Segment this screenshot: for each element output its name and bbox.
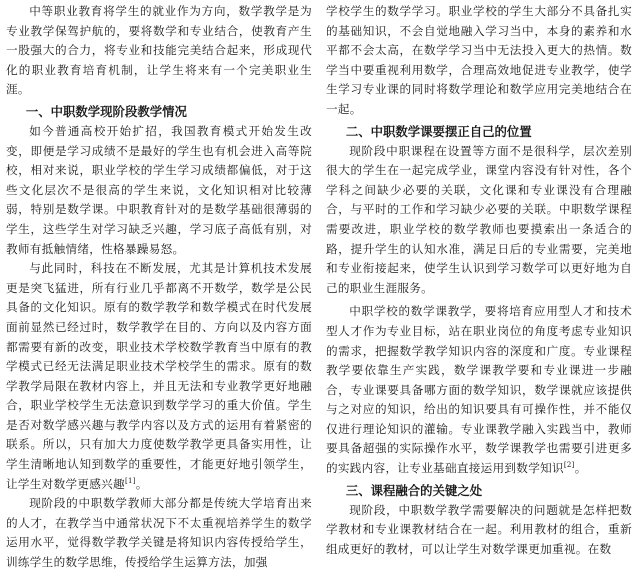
paragraph-end: 。 — [135, 476, 148, 491]
citation-ref-1: [1] — [124, 476, 136, 485]
section-heading-2: 二、中职数学课要摆正自己的位置 — [345, 123, 532, 139]
paragraph-teachers: 现阶段的中职数学教师大部分都是传统大学培育出来的人才，在教学当中通常状况下不太重视培养学生的数学运用水平，觉得数学教学关键是将知识内容传授给学生，训练学生的数学思维，传授给学生运算方法，加强 — [6, 496, 312, 570]
citation-ref-2: [2] — [563, 461, 575, 470]
paragraph-current-situation: 如今普通高校开始扩招，我国教育模式开始发生改变，即便是学习成绩不是最好的学生也有机会进入高等院校，相对来说，职业学校的学生学习成绩都偏低，对于这些文化层次不是很高的学生来说，文化知识相对比较薄弱，特别是数学课。中职教育针对的是数学基础很薄弱的学生，这些学生对学习缺乏兴趣，学习底子高低有别，对教师有抵触情绪，性格暴躁易怒。 — [6, 123, 312, 256]
left-column — [6, 2, 312, 570]
section-heading-3: 三、课程融合的关键之处 — [345, 482, 483, 498]
paragraph-technology — [6, 259, 312, 494]
paragraph-teaching-goals — [326, 302, 632, 478]
section-heading-1: 一、中职数学现阶段教学情况 — [25, 103, 187, 119]
paragraph-integration: 现阶段，中职数学教学需要解决的问题就是怎样把数学教材和专业课教材结合在一起。利用教材的组合，重新组成更好的教材，可以让学生对数学课更加重视。在数 — [326, 502, 632, 556]
paragraph-text: 中职学校的数学课教学，要将培育应用型人才和技术型人才作为专业目标，站在职业岗位的角度考虑专业知识的需求，把握数学教学知识内容的深度和广度。专业课程教学要依靠生产实践，数学课教学要和专业课进一步融合，专业课要具备哪方面的数学知识，数学课就应该提供与之对应的知识，给出的知识要具有可操作性，并不能仅仅进行理论知识的灌输。专业课教学融入实践当中，教师要具备超强的实际操作水平，数学课教学也需要引进更多的实践内容，让专业基础直接运用到数学知识 — [326, 304, 632, 476]
paragraph-end: 。 — [574, 461, 587, 476]
paragraph-text: 与此同时，科技在不断发展，尤其是计算机技术发展更是突飞猛进，所有行业几乎都离不开数学，数学是公民具备的文化知识。原有的数学教学和数学模式在时代发展面前显然已经过时，数学教学在目的、方向以及内容方面都需要有新的改变，职业技术学校数学教育当中原有的教学模式已经无法满足职业技术学校学生的需求。原有的数学教学局限在教材内容上，并且无法和专业教学更好地融合，职业学校学生无法意识到数学学习的重大价值。学生是否对数学感兴趣与教学内容以及方式的运用有着紧密的联系。所以，只有加大力度使数学教学更具备实用性，让学生清晰地认知到数学的重要性，才能更好地引领学生，让学生对数学更感兴趣 — [6, 261, 312, 491]
intro-paragraph: 中等职业教育将学生的就业作为方向，数学教学是为专业教学保驾护航的，要将数学和专业结合，使教育产生一股强大的合力，将专业和技能完美结合起来，形成现代化的职业教育培育机制，让学生将来有一个完美职业生涯。 — [6, 4, 312, 97]
paragraph-curriculum: 现阶段中职课程在设置等方面不是很科学，层次差别很大的学生在一起完成学业，课堂内容没有针对性，各个学科之间缺少必要的关联，文化课和专业课没有合理融合，与平时的工作和学习缺少必要的关联。中职数学课程需要改进，职业学校的数学教师也要摸索出一条适合的路，提升学生的认知水准，满足日后的专业需要，完美地和专业衔接起来，使学生认识到学习数学可以更好地为自己的职业生涯服务。 — [326, 143, 632, 295]
right-column — [326, 2, 632, 561]
paragraph-continued: 学校学生的数学学习。职业学校的学生大部分不具备扎实的基础知识，不会自觉地融入学习当中，本身的素养和水平都不会太高，在数学学习当中无法投入更大的热情。数学当中要重视利用数学，合理高效地促进专业教学，使学生学习专业课的同时将数学理论和数学应用完美地结合在一起。 — [326, 4, 632, 116]
